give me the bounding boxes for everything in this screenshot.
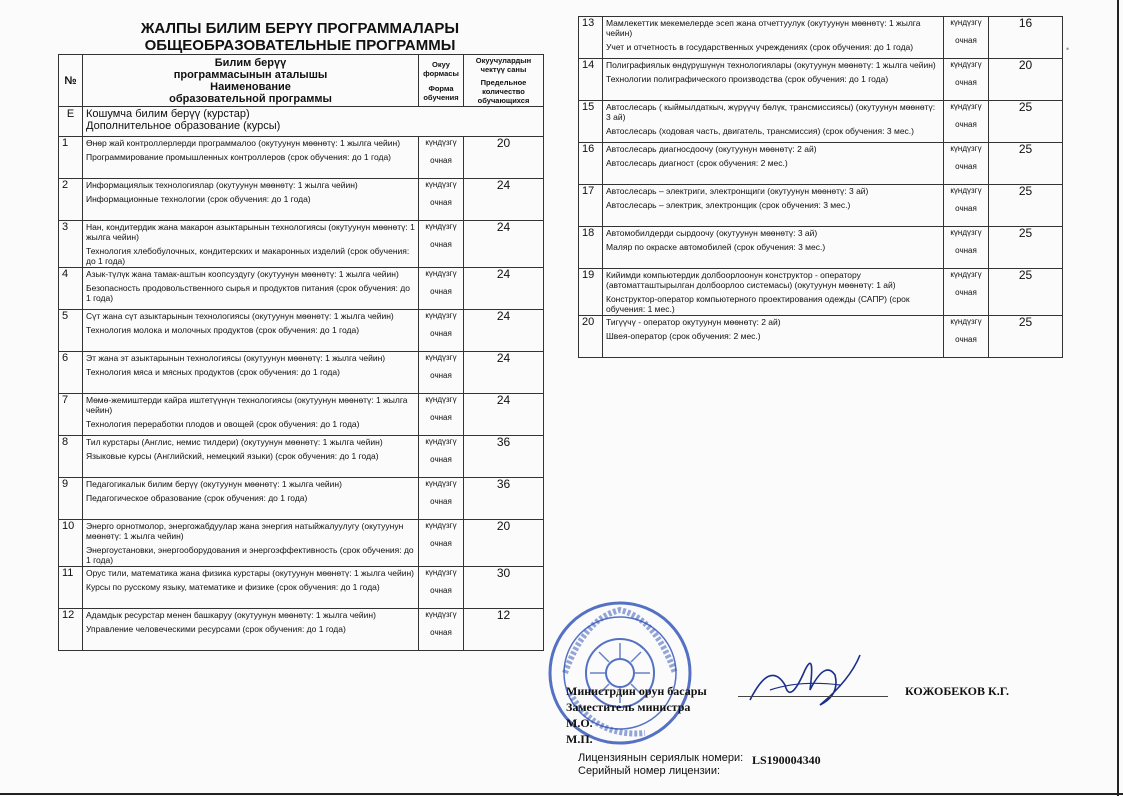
student-limit: 20 [989, 59, 1063, 101]
program-row [59, 478, 544, 520]
program-number: 1 [59, 137, 83, 179]
study-form-ru: очная [430, 497, 452, 506]
study-form-ru: очная [955, 162, 977, 171]
program-row [59, 567, 544, 609]
program-number: 8 [59, 436, 83, 478]
program-name-ru: Технология хлебобулочных, кондитерских и макаронных изделий (срок обучения: до 1 года) [86, 246, 410, 266]
program-name [83, 478, 419, 520]
program-name [83, 352, 419, 394]
signature-scribble [740, 640, 870, 720]
page-border-bottom [0, 793, 1123, 795]
program-name-ky: Эт жана эт азыктарынын технологиясы (окутуунун мөөнөтү: 1 жылга чейин) [86, 353, 386, 363]
program-name-ky: Автослесарь – электриги, электронщиги (окутуунун мөөнөтү: 3 ай) [606, 186, 869, 196]
signatory-role-ky: Министрдин орун басары [566, 684, 707, 698]
program-number: 20 [579, 316, 603, 358]
program-name-ky: Энерго орнотмолор, энергожабдуулар жана энергия натыйжалуулугу (окутуунун мөөнөтү: 1 жылга чейин) [86, 521, 404, 541]
study-form-ky: күндүзгү [425, 568, 457, 577]
study-form [419, 221, 464, 268]
program-name-ky: Информациялык технологиялар (окутуунун мөөнөтү: 1 жылга чейин) [86, 180, 358, 190]
program-name-ru: Технологии полиграфического производства (срок обучения: до 1 года) [606, 74, 889, 84]
program-name [83, 179, 419, 221]
study-form [419, 268, 464, 310]
study-form-ky: күндүзгү [425, 269, 457, 278]
study-form [419, 609, 464, 651]
program-name [603, 143, 944, 185]
page-border-right [1117, 0, 1119, 796]
program-name-ru: Информационные технологии (срок обучения: до 1 года) [86, 194, 311, 204]
program-name-ky: Өнөр жай контроллерлерди программалоо (окутуунун мөөнөтү: 1 жылга чейин) [86, 138, 401, 148]
program-row [579, 227, 1063, 269]
program-name-ru: Языковые курсы (Английский, немецкий языки) (срок обучения: до 1 года) [86, 451, 379, 461]
program-number: 7 [59, 394, 83, 436]
study-form-ky: күндүзгү [425, 610, 457, 619]
program-name-ky: Мамлекеттик мекемелерде эсеп жана отчеттуулук (окутуунун мөөнөтү: 1 жылга чейин) [606, 18, 921, 38]
program-name [603, 59, 944, 101]
license-labels [578, 752, 743, 778]
study-form-ky: күндүзгү [950, 270, 982, 279]
program-row [59, 268, 544, 310]
program-row [579, 316, 1063, 358]
study-form [419, 394, 464, 436]
program-row [579, 143, 1063, 185]
student-limit: 24 [464, 394, 544, 436]
program-name-ru: Автослесарь (ходовая часть, двигатель, трансмиссия) (срок обучения: 3 мес.) [606, 126, 914, 136]
program-name-ky: Адамдык ресурстар менен башкаруу (окутуунун мөөнөтү: 1 жылга чейин) [86, 610, 376, 620]
title-russian: ОБЩЕОБРАЗОВАТЕЛЬНЫЕ ПРОГРАММЫ [144, 37, 456, 54]
study-form-ky: күндүзгү [425, 353, 457, 362]
stamp-label-ky: М.О. [566, 716, 593, 730]
program-name [83, 436, 419, 478]
section-e-row [59, 107, 544, 137]
program-number: 14 [579, 59, 603, 101]
programs-table-left [58, 54, 544, 651]
program-number: 19 [579, 269, 603, 316]
study-form-ky: күндүзгү [950, 317, 982, 326]
study-form [419, 567, 464, 609]
program-number: 6 [59, 352, 83, 394]
student-limit: 30 [464, 567, 544, 609]
program-number: 18 [579, 227, 603, 269]
study-form-ru: очная [955, 204, 977, 213]
study-form-ru: очная [430, 329, 452, 338]
program-name [603, 101, 944, 143]
study-form [944, 185, 989, 227]
study-form [419, 436, 464, 478]
study-form-ky: күндүзгү [950, 144, 982, 153]
student-limit: 20 [464, 520, 544, 567]
study-form-ky: күндүзгү [425, 521, 457, 530]
program-name [83, 394, 419, 436]
student-limit: 25 [989, 143, 1063, 185]
signature-line [738, 696, 888, 697]
signatory-name: КОЖОБЕКОВ К.Г. [905, 684, 1009, 698]
program-name-ru: Энергоустановки, энергооборудования и энергоэффективность (срок обучения: до 1 года) [86, 545, 414, 565]
scan-speck: • [1066, 44, 1070, 54]
student-limit: 36 [464, 436, 544, 478]
study-form [419, 137, 464, 179]
program-name-ky: Автослесарь ( кыймылдаткыч, жүрүүчү бөлүк, трансмиссиясы) (окутуунун мөөнөтү: 3 ай) [606, 102, 936, 122]
student-limit: 24 [464, 268, 544, 310]
program-name-ru: Педагогическое образование (срок обучения: до 1 года) [86, 493, 308, 503]
program-name-ru: Конструктор-оператор компьютерного проектирования одежды (САПР) (срок обучения: 1 мес.) [606, 294, 910, 314]
program-number: 10 [59, 520, 83, 567]
program-row [59, 352, 544, 394]
program-number: 5 [59, 310, 83, 352]
student-limit: 16 [989, 17, 1063, 59]
program-name-ky: Орус тили, математика жана физика курстары (окутуунун мөөнөтү: 1 жылга чейин) [86, 568, 414, 578]
study-form-ru: очная [955, 36, 977, 45]
signatory-role-ru: Заместитель министра [566, 700, 691, 714]
program-row [579, 269, 1063, 316]
header-study-form: Окуу формасы Форма обучения [419, 55, 464, 107]
program-name-ru: Курсы по русскому языку, математике и физике (срок обучения: до 1 года) [86, 582, 380, 592]
title-kyrgyz: ЖАЛПЫ БИЛИМ БЕРҮҮ ПРОГРАММАЛАРЫ [140, 20, 460, 37]
study-form-ru: очная [430, 240, 452, 249]
student-limit: 20 [464, 137, 544, 179]
program-name-ru: Технология переработки плодов и овощей (срок обучения: до 1 года) [86, 419, 360, 429]
program-row [59, 310, 544, 352]
program-name-ky: Нан, кондитердик жана макарон азыктарынын технологиясы (окутуунун мөөнөтү: 1 жылга чейин) [86, 222, 415, 242]
study-form-ky: күндүзгү [950, 60, 982, 69]
program-name [83, 310, 419, 352]
study-form-ky: күндүзгү [950, 186, 982, 195]
study-form [944, 227, 989, 269]
program-row [579, 101, 1063, 143]
program-name [603, 227, 944, 269]
study-form-ky: күндүзгү [425, 180, 457, 189]
signatory-block [566, 684, 707, 746]
program-row [59, 520, 544, 567]
study-form-ru: очная [430, 539, 452, 548]
program-name [603, 17, 944, 59]
program-number: 16 [579, 143, 603, 185]
student-limit: 25 [989, 269, 1063, 316]
program-number: 3 [59, 221, 83, 268]
study-form-ky: күндүзгү [425, 395, 457, 404]
student-limit: 24 [464, 221, 544, 268]
study-form [944, 17, 989, 59]
study-form-ky: күндүзгү [425, 222, 457, 231]
program-number: 4 [59, 268, 83, 310]
program-name [83, 609, 419, 651]
study-form-ru: очная [430, 586, 452, 595]
study-form-ru: очная [955, 288, 977, 297]
study-form-ky: күндүзгү [425, 437, 457, 446]
program-name-ky: Автомобилдерди сырдоочу (окутуунун мөөнөтү: 3 ай) [606, 228, 818, 238]
study-form-ru: очная [955, 78, 977, 87]
study-form-ru: очная [955, 335, 977, 344]
program-number: 13 [579, 17, 603, 59]
study-form-ru: очная [430, 198, 452, 207]
program-name [83, 137, 419, 179]
program-row [59, 394, 544, 436]
study-form-ky: күндүзгү [425, 479, 457, 488]
student-limit: 25 [989, 101, 1063, 143]
program-name-ru: Технология молока и молочных продуктов (срок обучения: до 1 года) [86, 325, 360, 335]
program-name [603, 185, 944, 227]
program-name [83, 268, 419, 310]
program-name [603, 269, 944, 316]
study-form [944, 316, 989, 358]
student-limit: 36 [464, 478, 544, 520]
program-name [603, 316, 944, 358]
study-form-ru: очная [955, 120, 977, 129]
stamp-label-ru: М.П. [566, 732, 593, 746]
student-limit: 12 [464, 609, 544, 651]
header-student-limit: Окуучулардын чектүү саны Предельное количество обучающихся [464, 55, 544, 107]
program-name-ky: Полиграфиялык өндүрүшүнүн технологиялары (окутуунун мөөнөтү: 1 жылга чейин) [606, 60, 936, 70]
study-form-ru: очная [430, 287, 452, 296]
program-name-ru: Управление человеческими ресурсами (срок обучения: до 1 года) [86, 624, 346, 634]
program-row [59, 436, 544, 478]
study-form-ky: күндүзгү [950, 18, 982, 27]
study-form-ru: очная [955, 246, 977, 255]
study-form-ru: очная [430, 455, 452, 464]
section-title: Кошумча билим берүү (курстар) Дополнительное образование (курсы) [83, 107, 544, 137]
study-form [944, 59, 989, 101]
section-letter: E [59, 107, 83, 137]
program-row [579, 185, 1063, 227]
program-name-ru: Безопасность продовольственного сырья и продуктов питания (срок обучения: до 1 года) [86, 283, 410, 303]
study-form-ru: очная [430, 628, 452, 637]
study-form-ru: очная [430, 413, 452, 422]
program-number: 9 [59, 478, 83, 520]
document-title [60, 20, 540, 54]
program-name-ky: Кийимди компьютердик долбоорлоонун конструктор - оператору (автоматташтырылган долбоорлоо системасы) (окутуунун мөөнөтү: 1 ай) [606, 270, 896, 290]
program-row [579, 17, 1063, 59]
program-name-ky: Автослесарь диагносдоочу (окутуунун мөөнөтү: 2 ай) [606, 144, 817, 154]
study-form [419, 310, 464, 352]
program-number: 12 [59, 609, 83, 651]
program-number: 17 [579, 185, 603, 227]
program-name [83, 221, 419, 268]
program-name-ru: Программирование промышленных контроллеров (срок обучения: до 1 года) [86, 152, 391, 162]
program-name-ky: Азык-түлүк жана тамак-аштын коопсуздугу (окутуунун мөөнөтү: 1 жылга чейин) [86, 269, 399, 279]
program-name-ru: Учет и отчетность в государственных учреждениях (срок обучения: до 1 года) [606, 42, 914, 52]
student-limit: 24 [464, 179, 544, 221]
study-form [944, 143, 989, 185]
student-limit: 25 [989, 316, 1063, 358]
program-name-ky: Тил курстары (Англис, немис тилдери) (окутуунун мөөнөтү: 1 жылга чейин) [86, 437, 383, 447]
program-row [59, 137, 544, 179]
program-number: 11 [59, 567, 83, 609]
program-row [59, 609, 544, 651]
student-limit: 24 [464, 310, 544, 352]
program-name-ky: Мөмө-жемиштерди кайра иштетүүнүн технологиясы (окутуунун мөөнөтү: 1 жылга чейин) [86, 395, 408, 415]
study-form [944, 269, 989, 316]
header-program-name: Билим берүү программасынын аталышы Наименование образовательной программы [83, 55, 419, 107]
study-form [419, 478, 464, 520]
programs-table-right [578, 16, 1063, 358]
program-name-ky: Тигүүчү - оператор окутуунун мөөнөтү: 2 ай) [606, 317, 781, 327]
program-name-ru: Автослесарь – электрик, электронщик (срок обучения: 3 мес.) [606, 200, 851, 210]
study-form [419, 352, 464, 394]
program-name-ru: Автослесарь диагност (срок обучения: 2 мес.) [606, 158, 788, 168]
student-limit: 24 [464, 352, 544, 394]
student-limit: 25 [989, 227, 1063, 269]
program-name-ru: Швея-оператор (срок обучения: 2 мес.) [606, 331, 761, 341]
program-row [59, 179, 544, 221]
program-name-ru: Технология мяса и мясных продуктов (срок обучения: до 1 года) [86, 367, 340, 377]
study-form [419, 520, 464, 567]
study-form-ru: очная [430, 156, 452, 165]
license-label-ky: Лицензиянын сериялык номери: [578, 752, 744, 764]
study-form [419, 179, 464, 221]
license-label-ru: Серийный номер лицензии: [578, 765, 721, 777]
study-form-ky: күндүзгү [425, 138, 457, 147]
program-name-ru: Маляр по окраске автомобилей (срок обучения: 3 мес.) [606, 242, 826, 252]
study-form-ky: күндүзгү [950, 228, 982, 237]
program-name [83, 567, 419, 609]
header-number: № [59, 55, 83, 107]
program-row [579, 59, 1063, 101]
program-number: 2 [59, 179, 83, 221]
program-name [83, 520, 419, 567]
student-limit: 25 [989, 185, 1063, 227]
program-number: 15 [579, 101, 603, 143]
program-row [59, 221, 544, 268]
study-form [944, 101, 989, 143]
license-number: LS190004340 [752, 753, 821, 767]
study-form-ru: очная [430, 371, 452, 380]
program-name-ky: Сүт жана сүт азыктарынын технологиясы (окутуунун мөөнөтү: 1 жылга чейин) [86, 311, 394, 321]
study-form-ky: күндүзгү [425, 311, 457, 320]
study-form-ky: күндүзгү [950, 102, 982, 111]
program-name-ky: Педагогикалык билим берүү (окутуунун мөөнөтү: 1 жылга чейин) [86, 479, 342, 489]
